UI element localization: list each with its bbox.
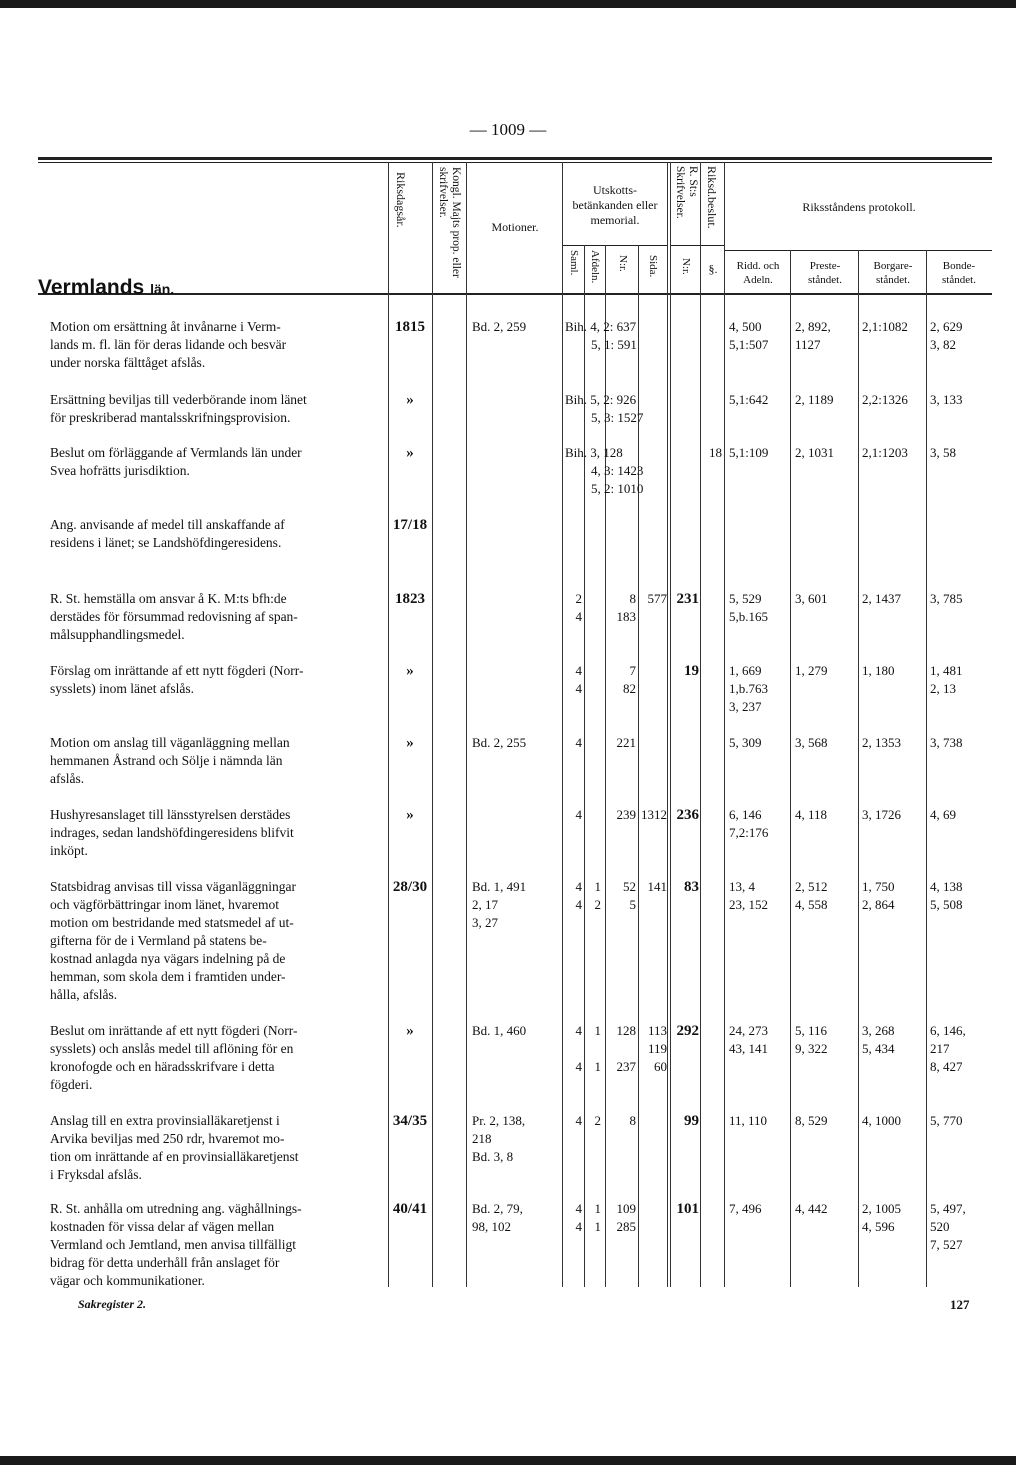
- header-kongl: Kongl. Majts prop. eller skrifvelser.: [437, 167, 462, 278]
- cell-motioner: Bd. 2, 79, 98, 102: [472, 1201, 523, 1234]
- col-line: [926, 250, 927, 1287]
- cell-ridd: 5, 529 5,b.165: [729, 591, 768, 624]
- description-line: tion om inrättande af en provinsialläkaretjenst: [50, 1149, 299, 1164]
- cell-rst-nr: 231: [676, 591, 699, 607]
- row-description: [50, 318, 384, 372]
- description-line: R. St. hemställa om ansvar å K. M:ts bfh:de: [50, 591, 287, 606]
- cell-borgare: 1, 750 2, 864: [862, 879, 895, 912]
- description-line: lands m. fl. län för deras lidande och besvär: [50, 337, 287, 352]
- col-line: [858, 250, 859, 1287]
- cell-nr: 221: [616, 735, 636, 750]
- header-riksdagsar: Riksdagsår.: [394, 172, 408, 228]
- description-line: kostnad anlagda nya vägars indelning på de: [50, 951, 286, 966]
- header-motioner: Motioner.: [491, 220, 539, 234]
- header-afdeln: Afdeln.: [589, 250, 601, 284]
- description-line: hålla, afslås.: [50, 987, 118, 1002]
- cell-saml: 4: [575, 735, 582, 750]
- cell-preste: 4, 118: [795, 807, 828, 822]
- cell-year: »: [406, 807, 414, 823]
- cell-preste: 2, 1031: [795, 445, 834, 460]
- page-number: — 1009 —: [469, 120, 547, 139]
- description-line: Hushyresanslaget till länsstyrelsen derstädes: [50, 807, 291, 822]
- description-line: residens i länet; se Landshöfdingeresidens.: [50, 535, 282, 550]
- cell-preste: 2, 512 4, 558: [795, 879, 828, 912]
- cell-bonde: 4, 69: [930, 807, 956, 822]
- cell-afdeln: 1 1: [594, 1201, 601, 1234]
- description-line: afslås.: [50, 771, 85, 786]
- row-description: [50, 734, 384, 788]
- description-line: bidrag för detta underhåll från anslaget för: [50, 1255, 280, 1270]
- cell-preste: 5, 116 9, 322: [795, 1023, 828, 1056]
- cell-bonde: 3, 133: [930, 392, 963, 407]
- cell-borgare: 3, 268 5, 434: [862, 1023, 895, 1056]
- description-line: gifterna för de i Vermland på statens be-: [50, 933, 267, 948]
- cell-ridd: 1, 669 1,b.763 3, 237: [729, 663, 768, 714]
- description-line: kostnaden för vissa delar af vägen mellan: [50, 1219, 275, 1234]
- row-description: [50, 1200, 384, 1290]
- header-sida: Sida.: [647, 255, 659, 278]
- cell-bonde: 5, 770: [930, 1113, 963, 1128]
- cell-ridd: 11, 110: [729, 1113, 768, 1128]
- description-line: Motion om anslag till väganläggning mellan: [50, 735, 290, 750]
- cell-rst-nr: 101: [676, 1201, 699, 1217]
- cell-year: 1823: [395, 591, 425, 607]
- lan-name: Vermlands: [38, 276, 145, 299]
- header-protokoll: Riksståndens protokoll.: [802, 200, 916, 214]
- description-line: för preskriberad mantalsskrifningsprovision.: [50, 410, 291, 425]
- cell-ridd: 13, 4 23, 152: [729, 879, 768, 912]
- cell-sida: 113 119 60: [647, 1023, 667, 1074]
- cell-bonde: 4, 138 5, 508: [930, 879, 963, 912]
- row-description: [50, 662, 384, 698]
- col-line: [700, 162, 701, 1287]
- cell-motioner: Bd. 2, 259: [472, 319, 527, 334]
- cell-borgare: 3, 1726: [862, 807, 901, 822]
- description-line: Anslag till en extra provinsialläkaretjenst i: [50, 1113, 280, 1128]
- cell-rst-nr: 83: [684, 879, 699, 895]
- description-line: sysslets) inom länet afslås.: [50, 681, 194, 696]
- cell-saml: 2 4: [575, 591, 582, 624]
- cell-ridd: 5,1:109: [729, 445, 769, 460]
- header-utskott: Utskotts- betänkanden eller memorial.: [572, 183, 658, 227]
- cell-motioner: Bd. 2, 255: [472, 735, 527, 750]
- cell-borgare: 2, 1005 4, 596: [862, 1201, 901, 1234]
- cell-rst-nr: 292: [676, 1023, 699, 1039]
- cell-borgare: 4, 1000: [862, 1113, 901, 1128]
- cell-afdeln: 1 2: [594, 879, 601, 912]
- col-line: [466, 162, 467, 1287]
- description-line: Ersättning beviljas till vederbörande inom länet: [50, 392, 307, 407]
- col-line: [724, 162, 725, 1287]
- cell-year: 17/18: [392, 517, 428, 533]
- cell-borgare: 2, 1353: [862, 735, 901, 750]
- header-ridd: Ridd. och Adeln.: [736, 260, 780, 286]
- description-line: hemmanen Åstrand och Sölje i nämnda län: [50, 753, 283, 768]
- description-line: Beslut om inrättande af ett nytt fögderi (Norr-: [50, 1023, 298, 1038]
- cell-rst-nr: 19: [684, 663, 699, 679]
- cell-bonde: 2, 629 3, 82: [930, 319, 963, 352]
- cell-saml: 4: [575, 807, 582, 822]
- description-line: R. St. anhålla om utredning ang. väghållnings-: [50, 1201, 302, 1216]
- cell-nr: 8 183: [616, 591, 636, 624]
- bottom-border: [0, 1456, 1016, 1465]
- header-bonde: Bonde- ståndet.: [942, 260, 976, 286]
- cell-nr: 52 5: [623, 879, 636, 912]
- description-line: indrages, sedan landshöfdingeresidens blifvit: [50, 825, 294, 840]
- cell-ridd: 5, 309: [729, 735, 762, 750]
- cell-borgare: 2,2:1326: [862, 392, 908, 407]
- header-par: §.: [708, 262, 718, 276]
- cell-bonde: 3, 58: [930, 445, 956, 460]
- header-preste: Preste- ståndet.: [808, 260, 842, 286]
- rst-sub-rule: [670, 245, 724, 246]
- description-line: Arvika beviljas med 250 rdr, hvaremot mo-: [50, 1131, 285, 1146]
- cell-nr: 7 82: [623, 663, 636, 696]
- description-line: Svea hofrätts jurisdiktion.: [50, 463, 190, 478]
- cell-bonde: 3, 785: [930, 591, 963, 606]
- description-line: motion om bestridande med statsmedel af ut-: [50, 915, 294, 930]
- cell-borgare: 2,1:1203: [862, 445, 908, 460]
- cell-ridd: 6, 146 7,2:176: [729, 807, 769, 840]
- cell-year: »: [406, 1023, 414, 1039]
- description-line: och vägförbättringar inom länet, hvaremot: [50, 897, 280, 912]
- header-borgare: Borgare- ståndet.: [873, 260, 913, 286]
- cell-saml: 4 4: [575, 879, 582, 912]
- cell-utskott-text: Bih. 5, 2: 926 5, 3: 1527: [565, 392, 644, 425]
- col-line: [667, 162, 668, 1287]
- description-line: derstädes för försummad redovisning af span-: [50, 609, 298, 624]
- footer-left: Sakregister 2.: [78, 1297, 147, 1311]
- cell-bonde: 6, 146, 217 8, 427: [930, 1023, 966, 1074]
- header-bottom-rule: [38, 293, 992, 295]
- cell-year: 28/30: [392, 879, 428, 895]
- footer-right: 127: [950, 1297, 970, 1312]
- cell-preste: 3, 601: [795, 591, 828, 606]
- description-line: i Fryksdal afslås.: [50, 1167, 142, 1182]
- cell-year: 40/41: [392, 1201, 428, 1217]
- description-line: vägar och kommunikationer.: [50, 1273, 205, 1288]
- cell-nr: 239: [616, 807, 636, 822]
- cell-saml: 4: [575, 1113, 582, 1128]
- row-description: [50, 444, 384, 480]
- header-nr: N:r.: [617, 255, 629, 272]
- cell-sida: 1312: [641, 807, 667, 822]
- utskott-sub-rule: [562, 245, 667, 246]
- description-line: målsupphandlingsmedel.: [50, 627, 185, 642]
- top-rule: [38, 157, 992, 160]
- cell-saml: 4 4: [575, 1201, 582, 1234]
- description-line: Statsbidrag anvisas till vissa väganläggningar: [50, 879, 296, 894]
- cell-rst-nr: 99: [684, 1113, 699, 1129]
- cell-utskott-text: Bih. 3, 128 4, 3: 1423 5, 2: 1010: [565, 445, 644, 496]
- cell-saml: 4 4: [575, 1023, 582, 1074]
- cell-nr: 109 285: [616, 1201, 636, 1234]
- cell-year: »: [406, 392, 414, 408]
- header-rst-nr: N:r.: [680, 258, 692, 275]
- cell-bonde: 5, 497, 520 7, 527: [930, 1201, 966, 1252]
- cell-year: »: [406, 445, 414, 461]
- cell-year: 1815: [395, 319, 425, 335]
- description-line: Beslut om förläggande af Vermlands län under: [50, 445, 302, 460]
- cell-preste: 2, 1189: [795, 392, 834, 407]
- cell-motioner: Pr. 2, 138, 218 Bd. 3, 8: [472, 1113, 526, 1164]
- cell-ridd: 5,1:642: [729, 392, 769, 407]
- cell-nr: 128 237: [616, 1023, 636, 1074]
- row-description: [50, 590, 384, 644]
- cell-borgare: 2, 1437: [862, 591, 901, 606]
- cell-utskott-text: Bih. 4, 2: 637 5, 1: 591: [565, 319, 637, 352]
- description-line: hemman, som skola dem i framtiden under-: [50, 969, 286, 984]
- header-saml: Saml.: [568, 250, 580, 276]
- cell-ridd: 24, 273 43, 141: [729, 1023, 768, 1056]
- col-line: [432, 162, 433, 1287]
- cell-preste: 2, 892, 1127: [795, 319, 831, 352]
- row-description: [50, 1022, 384, 1094]
- description-line: Vermland och Jemtland, men anvisa tillfälligt: [50, 1237, 296, 1252]
- cell-sida: 141: [647, 879, 667, 894]
- description-line: Ang. anvisande af medel till anskaffande af: [50, 517, 285, 532]
- cell-bonde: 1, 481 2, 13: [930, 663, 963, 696]
- row-description: [50, 1112, 384, 1184]
- description-line: Förslag om inrättande af ett nytt fögderi (Norr-: [50, 663, 304, 678]
- cell-sida: 577: [647, 591, 667, 606]
- header-rst: R. St:s Skrifvelser.: [674, 166, 699, 219]
- row-description: [50, 516, 384, 552]
- cell-bonde: 3, 738: [930, 735, 963, 750]
- cell-year: 34/35: [392, 1113, 428, 1129]
- top-rule-thin: [38, 162, 992, 163]
- description-line: kronofogde och en häradsskrifvare i detta: [50, 1059, 275, 1074]
- cell-preste: 1, 279: [795, 663, 828, 678]
- lan-suffix: län.: [150, 281, 175, 297]
- cell-borgare: 2,1:1082: [862, 319, 908, 334]
- description-line: fögderi.: [50, 1077, 93, 1092]
- cell-par: 18: [709, 445, 722, 460]
- row-description: [50, 806, 384, 860]
- description-line: inköpt.: [50, 843, 88, 858]
- cell-afdeln: 1 1: [594, 1023, 601, 1074]
- description-line: Motion om ersättning åt invånarne i Verm-: [50, 319, 281, 334]
- cell-nr: 8: [629, 1113, 636, 1128]
- description-line: under norska fälttåget afslås.: [50, 355, 206, 370]
- cell-year: »: [406, 663, 414, 679]
- cell-saml: 4 4: [575, 663, 582, 696]
- cell-rst-nr: 236: [676, 807, 699, 823]
- row-description: [50, 391, 384, 427]
- cell-preste: 4, 442: [795, 1201, 828, 1216]
- cell-motioner: Bd. 1, 460: [472, 1023, 527, 1038]
- cell-preste: 3, 568: [795, 735, 828, 750]
- lan-title: [38, 276, 174, 300]
- cell-year: »: [406, 735, 414, 751]
- header-riksdbeslut: Riksd.beslut.: [705, 166, 719, 229]
- cell-borgare: 1, 180: [862, 663, 895, 678]
- cell-preste: 8, 529: [795, 1113, 828, 1128]
- cell-ridd: 4, 500 5,1:507: [729, 319, 769, 352]
- cell-motioner: Bd. 1, 491 2, 17 3, 27: [472, 879, 527, 930]
- top-border: [0, 0, 1016, 8]
- description-line: sysslets) och anslås medel till aflöning för en: [50, 1041, 294, 1056]
- cell-ridd: 7, 496: [729, 1201, 762, 1216]
- row-description: [50, 878, 384, 1004]
- cell-afdeln: 2: [594, 1113, 601, 1128]
